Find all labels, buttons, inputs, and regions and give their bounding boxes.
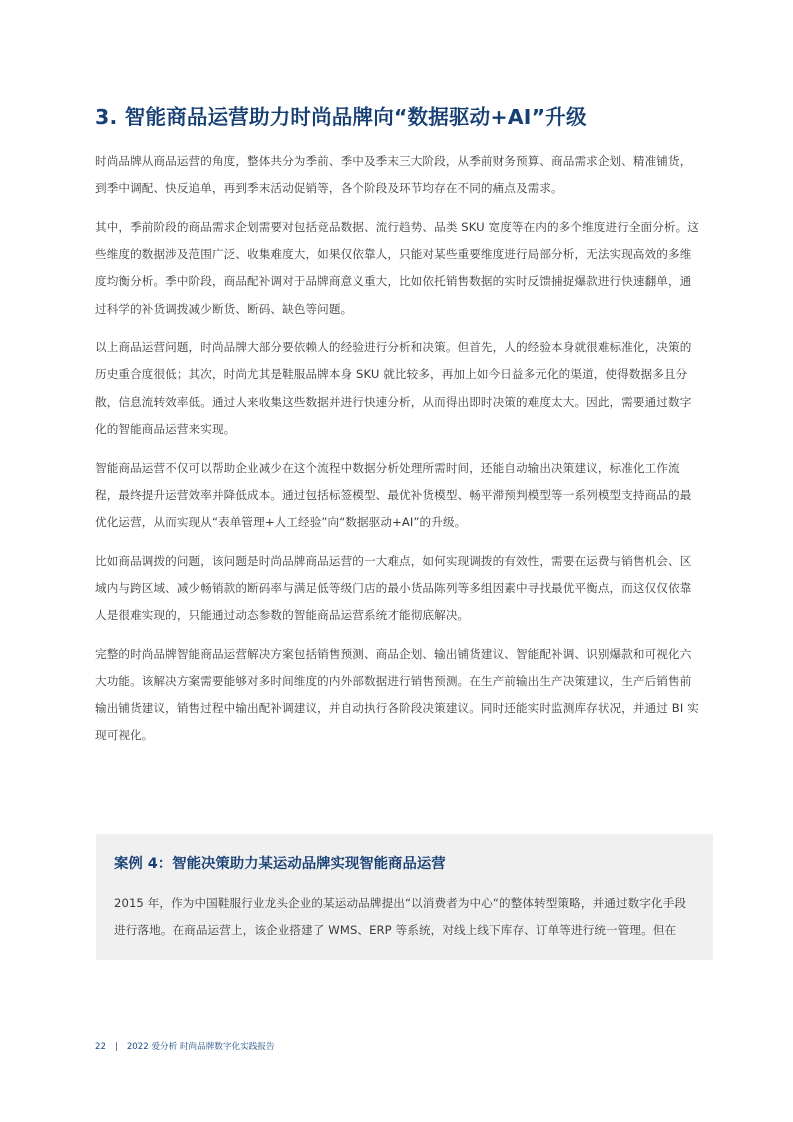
paragraph-preseason: 其中，季前阶段的商品需求企划需要对包括竞品数据、流行趋势、品类 SKU 宽度等在内的多个维度进行全面分析。这些维度的数据涉及范围广泛、收集难度大，如果仅依靠人，只能对某些重要维度进行局部分析，无法实现高效的多维度均衡分析。季中阶段，商品配补调对于品牌商意义重大，比如依托销售数据的实时反馈捕捉爆款进行快速翻单，通过科学的补货调拨减少断货、断码、缺色等问题。 [95, 219, 700, 316]
case-study-text: 2015 年，作为中国鞋服行业龙头企业的某运动品牌提出“以消费者为中心“的整体转型策略，并通过数字化手段进行落地。在商品运营上，该企业搭建了 WMS、ERP 等系统，对线上线下库存、订单等进行统一管理。但在 [114, 896, 687, 938]
paragraph-stages: 时尚品牌从商品运营的角度，整体共分为季前、季中及季末三大阶段，从季前财务预算、商品需求企划、精准铺货，到季中调配、快反追单，再到季末活动促销等，各个阶段及环节均存在不同的痛点及需求。 [95, 154, 692, 196]
paragraph-solution: 完整的时尚品牌智能商品运营解决方案包括销售预测、商品企划、输出铺货建议、智能配补调、识别爆款和可视化六大功能。该解决方案需要能够对多时间维度的内外部数据进行销售预测。在生产前输出生产决策建议，生产后销售前输出铺货建议，销售过程中输出配补调建议，并自动执行各阶段决策建议。同时还能实时监测库存状况，并通过 BI 实现可视化。 [95, 646, 699, 743]
page-number: 22 [95, 1042, 106, 1052]
paragraph-allocation: 比如商品调拨的问题，该问题是时尚品牌商品运营的一大难点，如何实现调拨的有效性，需要在运费与销售机会、区域内与跨区域、减少畅销款的断码率与满足低等级门店的最小货品陈列等多组因素中寻找最优平衡点，而这仅仅依靠人是很难实现的，只能通过动态参数的智能商品运营系统才能彻底解决。 [95, 553, 692, 623]
footer-separator: | [114, 1042, 118, 1052]
case-study-box [96, 834, 713, 960]
case-study-title: 案例 4：智能决策助力某运动品牌实现智能商品运营 [114, 856, 446, 872]
page-footer [95, 1040, 275, 1052]
body-text [95, 148, 703, 761]
paragraph-smart-operation: 智能商品运营不仅可以帮助企业减少在这个流程中数据分析处理所需时间，还能自动输出决策建议，标准化工作流程，最终提升运营效率并降低成本。通过包括标签模型、最优补货模型、畅平滞预判模型等一系列模型支持商品的最优化运营，从而实现从“表单管理+人工经验”向“数据驱动+AI”的升级。 [95, 460, 692, 529]
section-title: 3. 智能商品运营助力时尚品牌向“数据驱动+AI”升级 [95, 105, 587, 129]
report-title: 2022 爱分析 时尚品牌数字化实践报告 [126, 1042, 275, 1052]
paragraph-experience: 以上商品运营问题，时尚品牌大部分要依赖人的经验进行分析和决策。但首先，人的经验本身就很难标准化，决策的历史重合度很低；其次，时尚尤其是鞋服品牌本身 SKU 就比较多，再加上如今日益多元化的渠道，使得数据多且分散，信息流转效率低。通过人来收集这些数据并进行快速分析，从而得出即时决策的难度太大。因此，需要通过数字化的智能商品运营来实现。 [95, 340, 692, 436]
